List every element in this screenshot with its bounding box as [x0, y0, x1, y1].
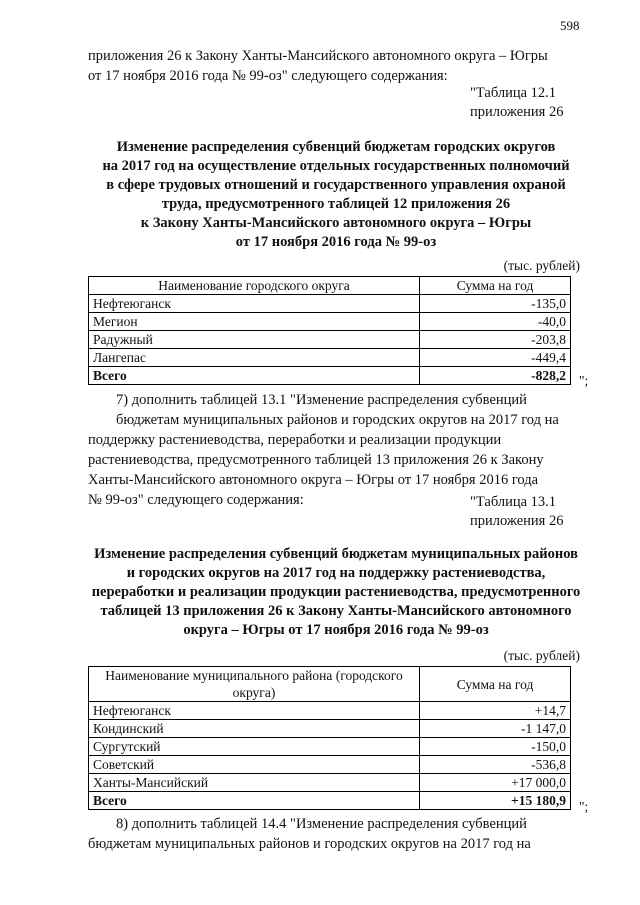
table-row [89, 702, 571, 720]
paragraph-7 [88, 390, 584, 510]
table2 [88, 666, 571, 810]
title-line: Изменение распределения субвенций бюджетам городских округов [116, 139, 556, 155]
district-name: Сургутский [89, 738, 420, 756]
amount: -203,8 [420, 331, 571, 349]
paragraph-line: бюджетам муниципальных районов и городских округов на 2017 год на [116, 412, 559, 428]
title-line: труда, предусмотренного таблицей 12 приложения 26 [161, 196, 511, 212]
intro-line: приложения 26 к Закону Ханты-Мансийского автономного округа – Югры [88, 48, 548, 64]
paragraph-line: № 99-оз" следующего содержания: [88, 492, 304, 508]
district-name: Нефтеюганск [89, 295, 420, 313]
table-total-row [89, 792, 571, 810]
total-label: Всего [89, 367, 420, 385]
title-line: переработки и реализации продукции растениеводства, предусмотренного [91, 584, 581, 600]
table1-units: (тыс. рублей) [503, 258, 580, 273]
table-row [89, 720, 571, 738]
district-name: Нефтеюганск [89, 702, 420, 720]
paragraph-line: бюджетам муниципальных районов и городских округов на 2017 год на [88, 836, 531, 852]
title-line: к Закону Ханты-Мансийского автономного округа – Югры [140, 215, 532, 231]
table-row [89, 349, 571, 367]
table-row [89, 331, 571, 349]
table-header-row [89, 667, 571, 702]
column-header: Наименование муниципального района (городского округа) [89, 667, 420, 702]
amount: -40,0 [420, 313, 571, 331]
amount: -536,8 [420, 756, 571, 774]
district-name: Ханты-Мансийский [89, 774, 420, 792]
district-name: Радужный [89, 331, 420, 349]
table-total-row [89, 367, 571, 385]
total-amount: -828,2 [420, 367, 571, 385]
paragraph-line: поддержку растениеводства, переработки и реализации продукции [88, 432, 502, 448]
table1-reference [470, 84, 584, 122]
column-header: Сумма на год [420, 277, 571, 295]
title-line: от 17 ноября 2016 года № 99-оз [235, 234, 437, 250]
amount: -150,0 [420, 738, 571, 756]
district-name: Советский [89, 756, 420, 774]
title-line: таблицей 13 приложения 26 к Закону Ханты-Мансийского автономного [100, 603, 572, 619]
table-row [89, 774, 571, 792]
intro-line: от 17 ноября 2016 года № 99-оз" следующего содержания: [88, 68, 448, 84]
paragraph-line: 8) дополнить таблицей 14.4 "Изменение распределения субвенций [116, 816, 527, 832]
paragraph-line: растениеводства, предусмотренного таблицей 13 приложения 26 к Закону [88, 452, 544, 468]
table2-reference-line: приложения 26 [470, 513, 564, 529]
table-row [89, 313, 571, 331]
amount: +14,7 [420, 702, 571, 720]
total-label: Всего [89, 792, 420, 810]
paragraph-line: 7) дополнить таблицей 13.1 "Изменение распределения субвенций [116, 392, 527, 408]
table2-reference-line: "Таблица 13.1 [470, 494, 557, 510]
column-header: Сумма на год [420, 667, 571, 702]
column-header: Наименование городского округа [89, 277, 420, 295]
table2-reference [470, 493, 584, 531]
title-line: и городских округов на 2017 год на поддержку растениеводства, [126, 565, 546, 581]
table-row [89, 738, 571, 756]
paragraph-8 [88, 814, 584, 854]
title-line: Изменение распределения субвенций бюджетам муниципальных районов [94, 546, 578, 562]
table1-reference-line: "Таблица 12.1 [470, 85, 557, 101]
district-name: Лангепас [89, 349, 420, 367]
table1 [88, 276, 571, 385]
title-line: на 2017 год на осуществление отдельных государственных полномочий [102, 158, 570, 174]
title-line: округа – Югры от 17 ноября 2016 года № 99-оз [183, 622, 489, 638]
amount: -449,4 [420, 349, 571, 367]
table1-closing-quote: "; [579, 373, 589, 388]
district-name: Кондинский [89, 720, 420, 738]
amount: +17 000,0 [420, 774, 571, 792]
title-line: в сфере трудовых отношений и государственного управления охраной [106, 177, 566, 193]
page-number: 598 [560, 18, 580, 33]
table1-title [60, 138, 612, 252]
table-row [89, 756, 571, 774]
total-amount: +15 180,9 [420, 792, 571, 810]
table2-title [60, 545, 612, 640]
paragraph-line: Ханты-Мансийского автономного округа – Югры от 17 ноября 2016 года [88, 472, 539, 488]
table2-units: (тыс. рублей) [503, 648, 580, 663]
table2-closing-quote: "; [579, 799, 589, 814]
intro-paragraph [88, 46, 584, 86]
table1-reference-line: приложения 26 [470, 104, 564, 120]
table-header-row [89, 277, 571, 295]
amount: -1 147,0 [420, 720, 571, 738]
table-row [89, 295, 571, 313]
district-name: Мегион [89, 313, 420, 331]
amount: -135,0 [420, 295, 571, 313]
